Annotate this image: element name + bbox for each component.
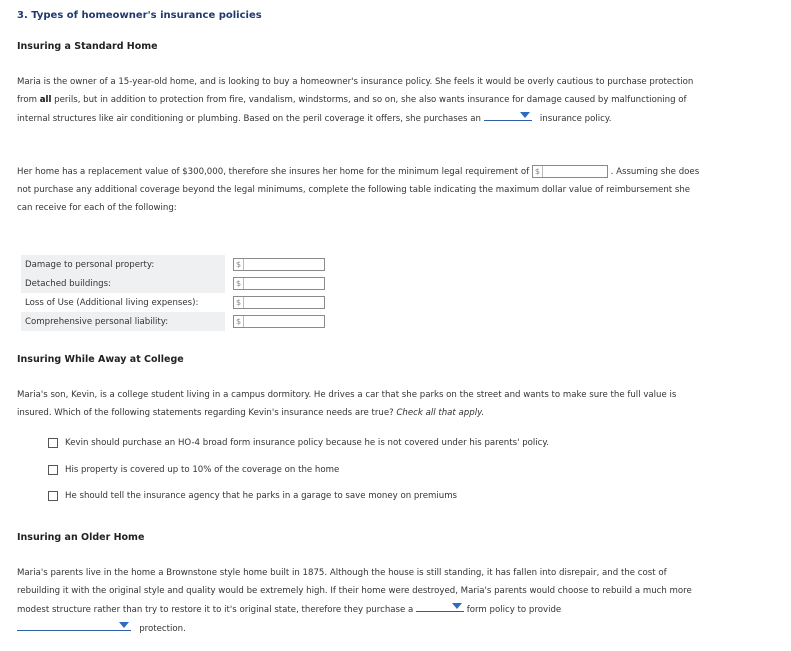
standard-home-paragraph-1: Maria is the owner of a 15-year-old home, and is looking to buy a homeowner's insurance policy. She feels it would be overly cautious to purchase protection from all perils, but in addition to protection from fire, vandalism, windstorms, and so on, she also wants insurance for damage caused by malfunctioning of internal structures like air conditioning or plumbing. Based on the peril coverage it offers, she purchases an insurance policy. xyxy=(17,77,694,124)
option-covered-10-percent[interactable]: His property is covered up to 10% of the coverage on the home xyxy=(48,465,339,475)
table-row xyxy=(21,274,329,293)
checkbox[interactable] xyxy=(48,465,58,475)
row-label: Loss of Use (Additional living expenses): xyxy=(25,297,199,308)
older-home-paragraph: Maria's parents live in the home a Brownstone style home built in 1875. Although the house is still standing, it has fallen into disrepair, and the cost of rebuilding it with the original style and quality would be extremely high. If their home were destroyed, Maria's parents would choose to rebuild a much more modest structure rather than try to restore it to it's original state, therefore they purchase a form policy to provide protection. xyxy=(17,568,692,634)
table-row xyxy=(21,255,329,274)
checkbox[interactable] xyxy=(48,491,58,501)
personal-property-input[interactable]: $ xyxy=(233,258,325,271)
table-row xyxy=(21,312,329,331)
personal-liability-input[interactable]: $ xyxy=(233,315,325,328)
option-ho4-broad-form[interactable]: Kevin should purchase an HO-4 broad form insurance policy because he is not covered under his parents' policy. xyxy=(48,438,549,448)
standard-home-paragraph-2: Her home has a replacement value of $300,000, therefore she insures her home for the minimum legal requirement of $ . Assuming she does not purchase any additional coverage beyond the legal minimums, complete the following table indicating the maximum dollar value of reimbursement she can receive for each of the following: xyxy=(17,167,700,213)
peril-coverage-dropdown[interactable] xyxy=(484,109,532,121)
reimbursement-table xyxy=(21,255,329,331)
detached-buildings-input[interactable]: $ xyxy=(233,277,325,290)
option-garage-premiums[interactable]: He should tell the insurance agency that he parks in a garage to save money on premiums xyxy=(48,491,457,501)
row-label: Comprehensive personal liability: xyxy=(21,312,225,331)
section-heading-standard-home: Insuring a Standard Home xyxy=(17,41,158,52)
college-paragraph: Maria's son, Kevin, is a college student living in a campus dormitory. He drives a car that she parks on the street and wants to make sure the full value is insured. Which of the following statements regarding Kevin's insurance needs are true? Check all that apply. xyxy=(17,390,677,418)
checkbox[interactable] xyxy=(48,438,58,448)
row-label: Damage to personal property: xyxy=(21,255,225,274)
row-label: Detached buildings: xyxy=(21,274,225,293)
section-heading-older-home: Insuring an Older Home xyxy=(17,532,145,543)
chevron-down-icon xyxy=(452,603,462,609)
minimum-legal-requirement-input[interactable]: $ xyxy=(532,165,608,178)
policy-form-dropdown[interactable] xyxy=(416,600,464,612)
chevron-down-icon xyxy=(119,622,129,628)
section-heading-college: Insuring While Away at College xyxy=(17,354,184,365)
chevron-down-icon xyxy=(520,112,530,118)
table-row xyxy=(21,293,329,312)
loss-of-use-input[interactable]: $ xyxy=(233,296,325,309)
protection-type-dropdown[interactable] xyxy=(17,619,131,631)
page-title: 3. Types of homeowner's insurance policies xyxy=(17,10,262,21)
